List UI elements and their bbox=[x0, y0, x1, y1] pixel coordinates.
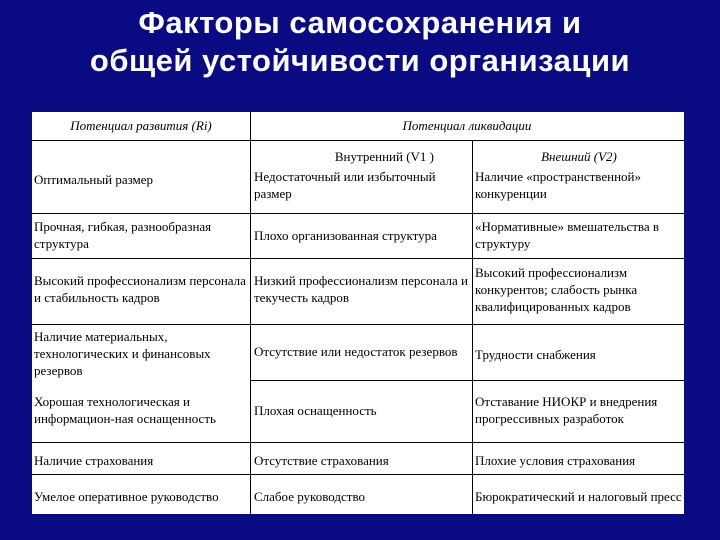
row-4-internal: Отсутствие или недостаток резервов bbox=[254, 343, 458, 359]
row-7-internal: Слабое руководство bbox=[254, 488, 365, 504]
header-external: Внешний (V2) bbox=[541, 148, 617, 164]
factors-table bbox=[32, 112, 684, 514]
row-4-development: Наличие материальных, технологических и финансовых резервов bbox=[34, 328, 211, 378]
row-4-external: Трудности снабжения bbox=[475, 346, 596, 362]
row-1-external: Наличие «пространственной» конкуренции bbox=[475, 169, 642, 201]
row-5-external: Отставание НИОКР и внедрения прогрессивных разработок bbox=[475, 394, 658, 426]
row-3-internal: Низкий профессионализм персонала и текучесть кадров bbox=[254, 273, 468, 305]
row-1-development: Оптимальный размер bbox=[34, 171, 154, 187]
slide-title bbox=[0, 4, 720, 80]
row-1-internal: Недостаточный или избыточный размер bbox=[254, 169, 436, 201]
rule-row-6-top bbox=[32, 442, 684, 443]
rule-row-2-top bbox=[32, 213, 684, 214]
rule-row-3-top bbox=[32, 258, 684, 259]
rule-column-1 bbox=[250, 112, 251, 514]
row-7-external: Бюрократический и налоговый пресс bbox=[475, 488, 682, 504]
rule-header-bottom bbox=[32, 140, 684, 141]
row-3-external: Высокий профессионализм конкурентов; слабость рынка квалифицированных кадров bbox=[475, 264, 638, 314]
rule-row-5-top-right bbox=[251, 380, 684, 381]
row-7-development: Умелое оперативное руководство bbox=[34, 488, 219, 504]
row-2-development: Прочная, гибкая, разнообразная структура bbox=[34, 219, 212, 251]
row-5-internal: Плохая оснащенность bbox=[254, 402, 377, 418]
row-5-development: Хорошая технологическая и информацион-ная оснащенность bbox=[34, 394, 216, 426]
row-6-external: Плохие условия страхования bbox=[475, 452, 636, 468]
slide-title-line-2: общей устойчивости организации bbox=[89, 43, 631, 78]
row-6-development: Наличие страхования bbox=[34, 452, 154, 468]
rule-row-4-top bbox=[32, 324, 684, 325]
row-6-internal: Отсутствие страхования bbox=[254, 452, 389, 468]
rule-column-2 bbox=[472, 140, 473, 514]
rule-row-7-top bbox=[32, 474, 684, 475]
header-liquidation-potential: Потенциал ликвидации bbox=[402, 117, 532, 133]
slide-title-line-1: Факторы самосохранения и bbox=[138, 5, 582, 40]
header-development-potential: Потенциал развития (Ri) bbox=[70, 117, 212, 133]
row-3-development: Высокий профессионализм персонала и стабильность кадров bbox=[34, 273, 246, 305]
row-2-external: «Нормативные» вмешательства в структуру bbox=[475, 219, 660, 251]
header-internal: Внутренний (V1 ) bbox=[334, 148, 434, 164]
row-2-internal: Плохо организованная структура bbox=[254, 227, 437, 243]
